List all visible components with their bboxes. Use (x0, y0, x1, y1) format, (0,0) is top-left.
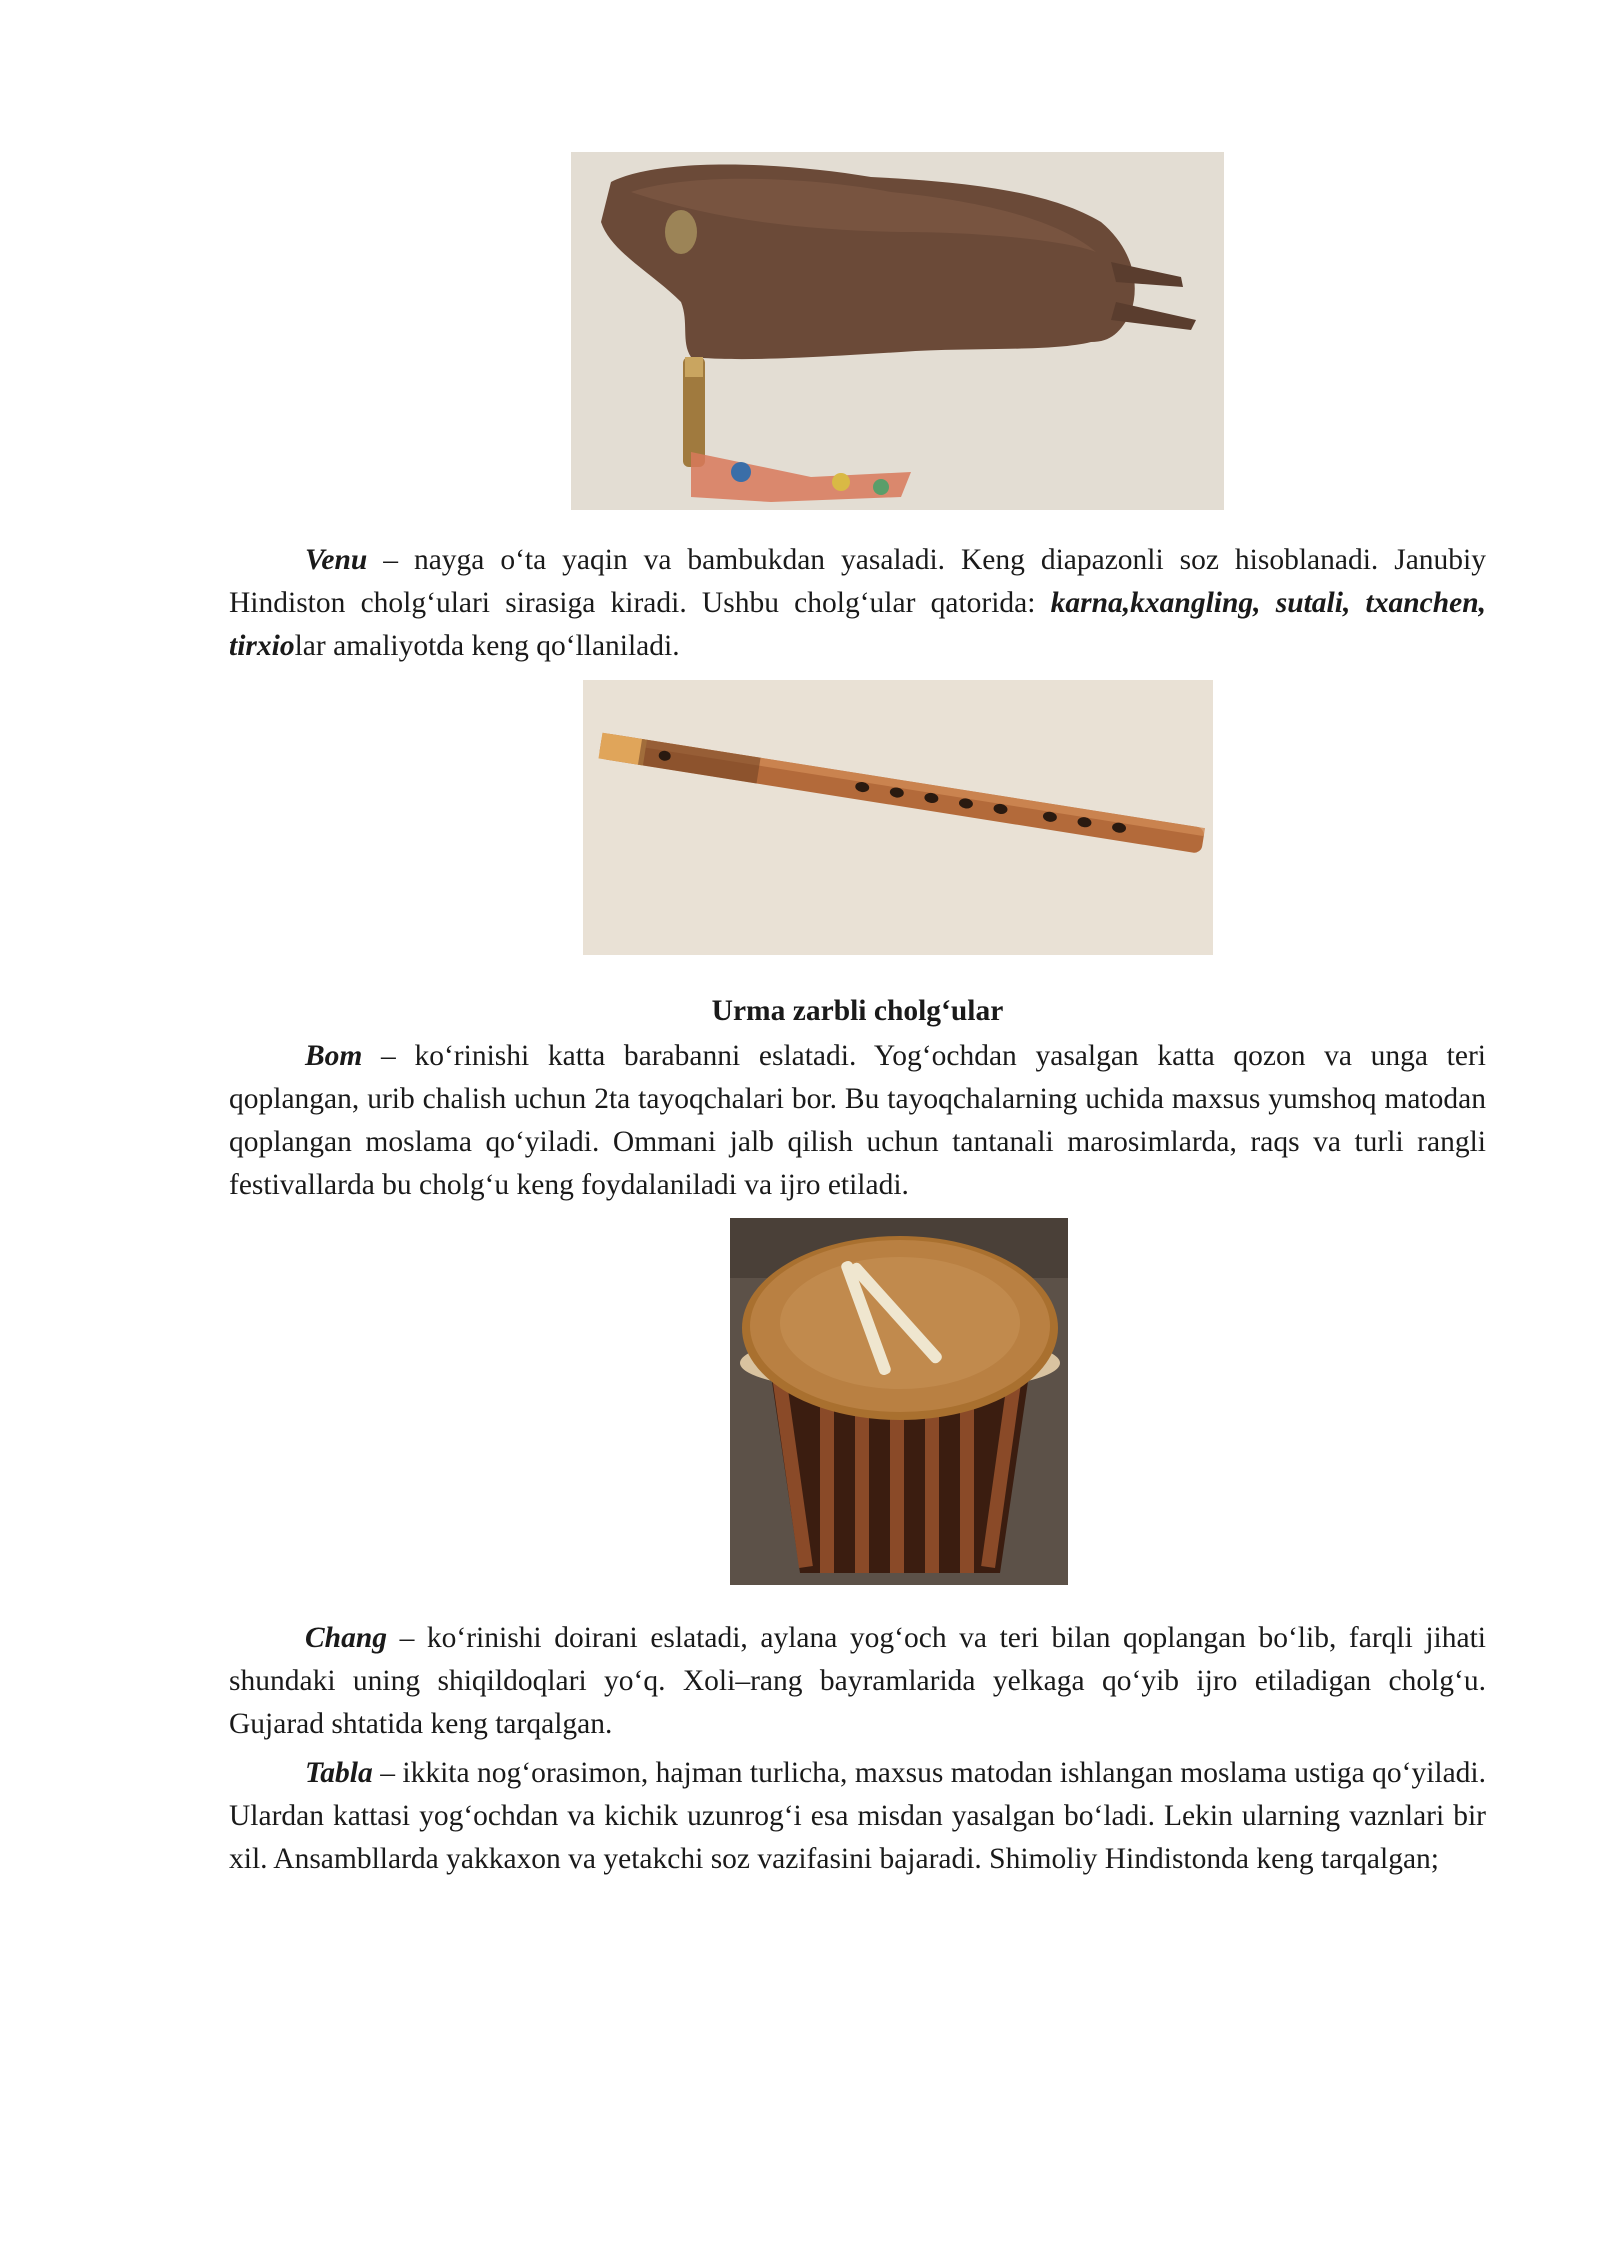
term-chang: Chang (305, 1622, 387, 1654)
drum-photo (730, 1218, 1068, 1585)
flute-photo (583, 680, 1213, 955)
venu-instruments: karna,kxangling, sutali, txanchen, tirxio (229, 587, 1487, 662)
section-heading: Urma zarbli cholg‘ular (711, 995, 1004, 1027)
bagpipe-photo (571, 152, 1224, 510)
term-venu: Venu (305, 544, 368, 576)
term-tabla: Tabla (305, 1757, 373, 1789)
term-bom: Bom (305, 1040, 363, 1072)
tabla-text: – ikkita nog‘orasimon, hajman turlicha, maxsus matodan ishlangan moslama ustiga qo‘yiladi. Ulardan kattasi yog‘ochdan va kichik uzunrog‘i esa misdan yasalgan bo‘ladi. Lekin ularning vaznlari bir xil. Ansambllarda yakkaxon va yetakchi soz vazifasini bajaradi. Shimoliy Hindistonda keng tarqalgan; (229, 1757, 1486, 1875)
paragraph-venu (229, 539, 1486, 668)
paragraph-chang (229, 1617, 1486, 1746)
bom-text: – ko‘rinishi katta barabanni eslatadi. Yog‘ochdan yasalgan katta qozon va unga teri qoplangan, urib chalish uchun 2ta tayoqchalari bor. Bu tayoqchalarning uchida maxsus yumshoq matodan qoplangan moslama qo‘yiladi. Ommani jalb qilish uchun tantanali marosimlarda, raqs va turli rangli festivallarda bu cholg‘u keng foydalaniladi va ijro etiladi. (229, 1040, 1486, 1201)
venu-tail: lar amaliyotda keng qo‘llaniladi. (294, 630, 680, 662)
chang-text: – ko‘rinishi doirani eslatadi, aylana yog‘och va teri bilan qoplangan bo‘lib, farqli jihati shundaki uning shiqildoqlari yo‘q. Xoli–rang bayramlarida yelkaga qo‘yib ijro etiladigan cholg‘u. Gujarad shtatida keng tarqalgan. (229, 1622, 1486, 1740)
paragraph-tabla (229, 1752, 1486, 1881)
paragraph-bom (229, 1035, 1486, 1207)
venu-text: – nayga o‘ta yaqin va bambukdan yasaladi. Keng diapazonli soz hisoblanadi. Janubiy Hindiston cholg‘ulari sirasiga kiradi. Ushbu cholg‘ular qatorida: (229, 544, 1486, 619)
